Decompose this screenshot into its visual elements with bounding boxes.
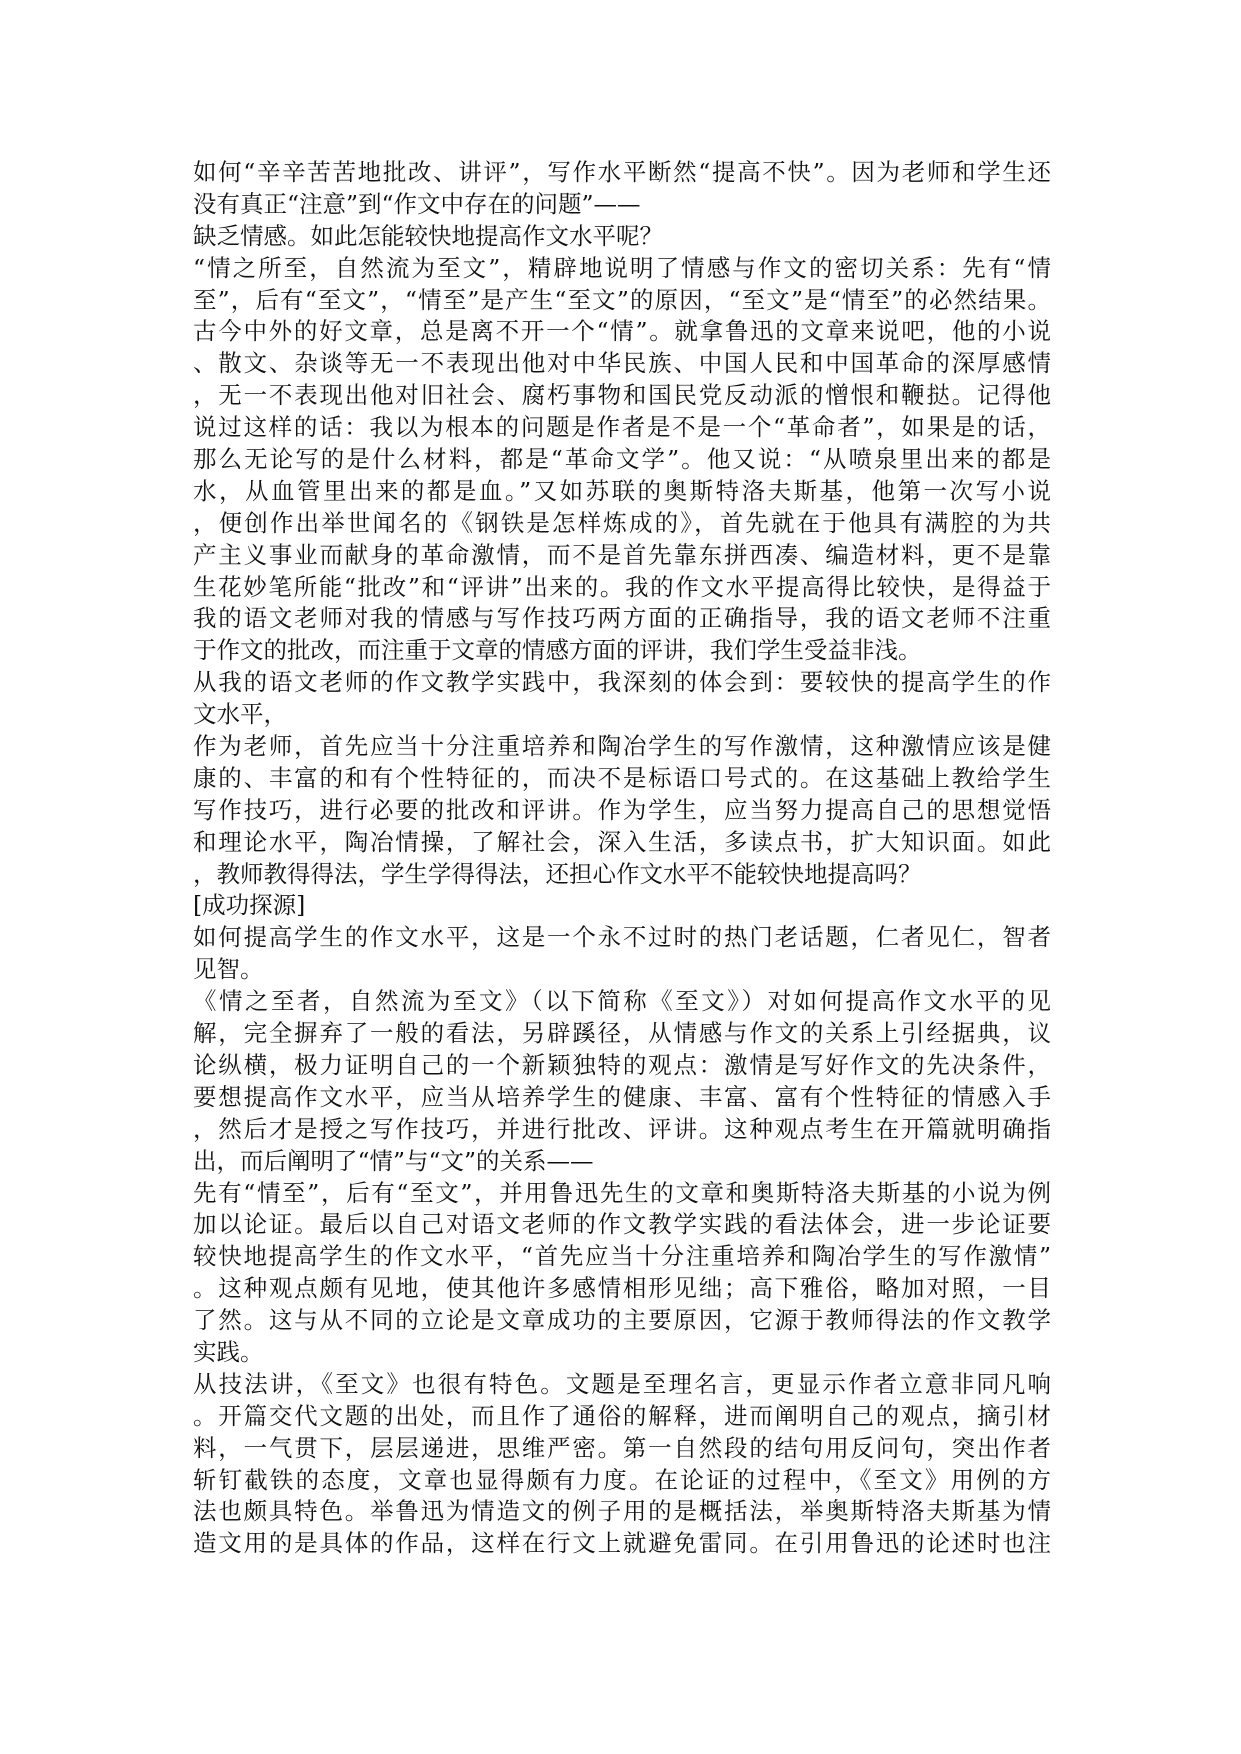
text-line: 料，一气贯下，层层递进，思维严密。第一自然段的结句用反问句，突出作者	[193, 1433, 1051, 1462]
text-line: 从我的语文老师的作文教学实践中，我深刻的体会到：要较快的提高学生的作	[193, 668, 1051, 697]
text-line: 了然。这与从不同的立论是文章成功的主要原因，它源于教师得法的作文教学	[193, 1306, 1051, 1335]
text-line: ，教师教得得法，学生学得得法，还担心作文水平不能较快地提高吗？	[193, 859, 922, 888]
text-line: 至”，后有“至文”，“情至”是产生“至文”的原因，“至文”是“情至”的必然结果。	[193, 285, 1051, 314]
text-line: 写作技巧，进行必要的批改和评讲。作为学生，应当努力提高自己的思想觉悟	[193, 795, 1051, 824]
text-line: [成功探源]	[193, 891, 306, 920]
text-line: 出，而后阐明了“情”与“文”的关系——	[193, 1146, 594, 1175]
text-line: 于作文的批改，而注重于文章的情感方面的评讲，我们学生受益非浅。	[193, 636, 922, 665]
text-line: 。开篇交代文题的出处，而且作了通俗的解释，进而阐明自己的观点，摘引材	[193, 1401, 1051, 1430]
text-line: 见智。	[193, 955, 264, 984]
text-line: 产主义事业而献身的革命激情，而不是首先靠东拼西凑、编造材料，更不是靠	[193, 540, 1051, 569]
text-line: 康的、丰富的和有个性特征的，而决不是标语口号式的。在这基础上教给学生	[193, 763, 1051, 792]
text-line: 水，从血管里出来的都是血。”又如苏联的奥斯特洛夫斯基，他第一次写小说	[193, 476, 1051, 505]
text-line: 要想提高作文水平，应当从培养学生的健康、丰富、富有个性特征的情感入手	[193, 1082, 1051, 1111]
text-line: “情之所至，自然流为至文”，精辟地说明了情感与作文的密切关系：先有“情	[193, 253, 1051, 282]
text-line: ，然后才是授之写作技巧，并进行批改、评讲。这种观点考生在开篇就明确指	[193, 1114, 1051, 1143]
text-line: 解，完全摒弃了一般的看法，另辟蹊径，从情感与作文的关系上引经据典，议	[193, 1019, 1051, 1048]
text-line: 论纵横，极力证明自己的一个新颖独特的观点：激情是写好作文的先决条件，	[193, 1050, 1051, 1079]
text-line: 斩钉截铁的态度，文章也显得颇有力度。在论证的过程中，《至文》用例的方	[193, 1465, 1051, 1494]
text-line: 较快地提高学生的作文水平，“首先应当十分注重培养和陶冶学生的写作激情”	[193, 1242, 1051, 1271]
text-line: ，无一不表现出他对旧社会、腐朽事物和国民党反动派的憎恨和鞭挞。记得他	[193, 381, 1051, 410]
text-line: 造文用的是具体的作品，这样在行文上就避免雷同。在引用鲁迅的论述时也注	[193, 1529, 1051, 1558]
text-line: 古今中外的好文章，总是离不开一个“情”。就拿鲁迅的文章来说吧，他的小说	[193, 317, 1051, 346]
text-line: 先有“情至”，后有“至文”，并用鲁迅先生的文章和奥斯特洛夫斯基的小说为例	[193, 1178, 1051, 1207]
text-line: 《情之至者，自然流为至文》（以下简称《至文》）对如何提高作文水平的见	[193, 987, 1051, 1016]
text-line: 没有真正“注意”到“作文中存在的问题”——	[193, 189, 641, 218]
text-line: 生花妙笔所能“批改”和“评讲”出来的。我的作文水平提高得比较快，是得益于	[193, 572, 1051, 601]
text-line: 从技法讲，《至文》也很有特色。文题是至理名言，更显示作者立意非同凡响	[193, 1369, 1051, 1398]
text-line: 。这种观点颇有见地，使其他许多感情相形见绌；高下雅俗，略加对照，一目	[193, 1274, 1051, 1303]
text-line: 缺乏情感。如此怎能较快地提高作文水平呢？	[193, 221, 663, 250]
text-line: 如何“辛辛苦苦地批改、讲评”，写作水平断然“提高不快”。因为老师和学生还	[193, 158, 1051, 186]
text-line: 文水平，	[193, 700, 287, 729]
text-line: 那么无论写的是什么材料，都是“革命文学”。他又说：“从喷泉里出来的都是	[193, 445, 1051, 474]
text-line: 、散文、杂谈等无一不表现出他对中华民族、中国人民和中国革命的深厚感情	[193, 349, 1051, 378]
text-line: 说过这样的话：我以为根本的问题是作者是不是一个“革命者”，如果是的话，	[193, 413, 1051, 442]
text-line: 加以论证。最后以自己对语文老师的作文教学实践的看法体会，进一步论证要	[193, 1210, 1051, 1239]
text-line: 实践。	[193, 1337, 264, 1366]
text-line: ，便创作出举世闻名的《钢铁是怎样炼成的》，首先就在于他具有满腔的为共	[193, 508, 1051, 537]
body-text	[193, 157, 1051, 1560]
text-line: 和理论水平，陶冶情操，了解社会，深入生活，多读点书，扩大知识面。如此	[193, 827, 1051, 856]
text-line: 我的语文老师对我的情感与写作技巧两方面的正确指导，我的语文老师不注重	[193, 604, 1051, 633]
text-line: 如何提高学生的作文水平，这是一个永不过时的热门老话题，仁者见仁，智者	[193, 923, 1051, 952]
text-line: 作为老师，首先应当十分注重培养和陶冶学生的写作激情，这种激情应该是健	[193, 732, 1051, 761]
text-line: 法也颇具特色。举鲁迅为情造文的例子用的是概括法，举奥斯特洛夫斯基为情	[193, 1497, 1051, 1526]
